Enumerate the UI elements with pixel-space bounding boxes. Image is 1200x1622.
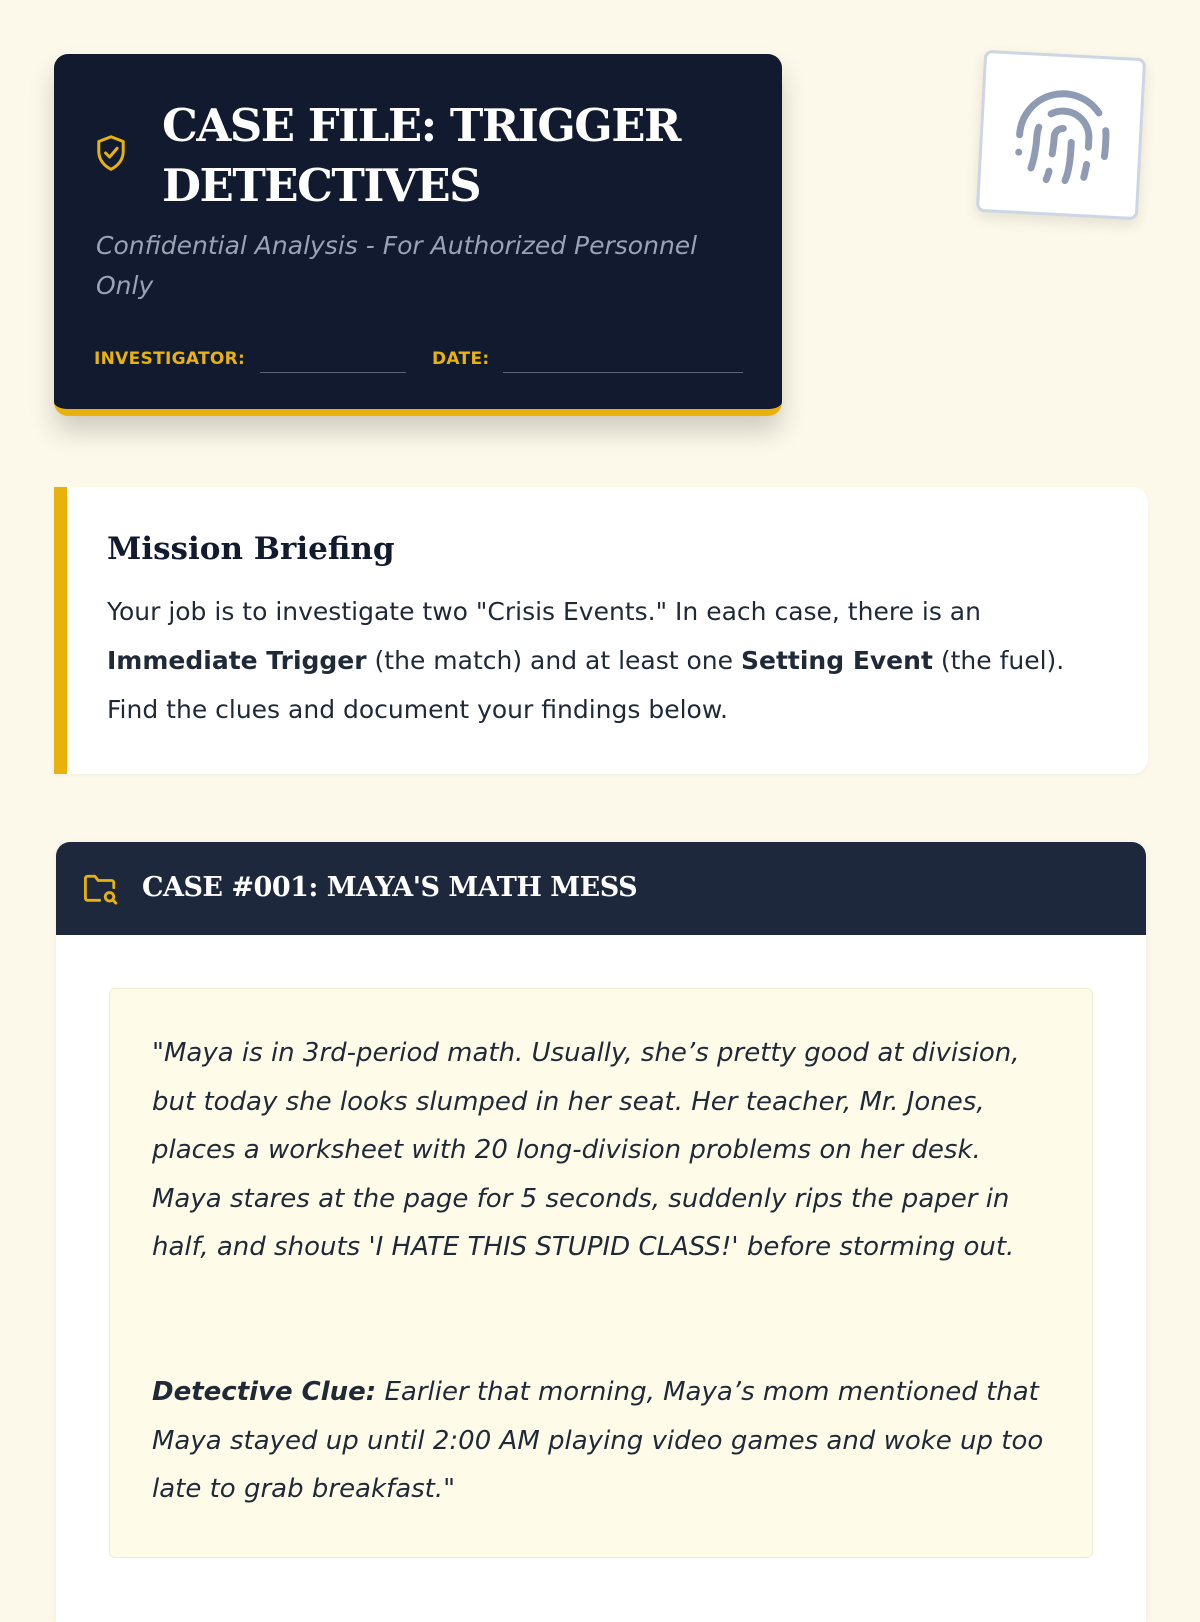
case-001-title: CASE #001: MAYA'S MATH MESS — [142, 872, 638, 903]
story-text: "Maya is in 3rd-period math. Usually, she’s pretty good at division, but today she looks slumped in her seat. Her teacher, Mr. Jones, places a worksheet with 20 long-division problems on her desk. Maya stares at the page for 5 seconds, suddenly rips the paper in half, and shouts 'I HATE THIS STUPID CLASS!' before storming out. — [152, 1038, 1020, 1262]
shield-check-icon — [94, 134, 128, 172]
detective-clue — [152, 1368, 1052, 1514]
investigator-field[interactable] — [260, 372, 406, 373]
briefing-text-part: Your job is to investigate two "Crisis Events." In each case, there is an — [107, 597, 981, 626]
briefing-text-part: (the match) and at least one — [366, 646, 741, 675]
briefing-text-part: (the fuel). Find the clues and document your findings below. — [107, 646, 1065, 724]
page-subtitle: Confidential Analysis - For Authorized Personnel Only — [96, 231, 698, 300]
mission-briefing — [54, 487, 1148, 774]
immediate-trigger-term: Immediate Trigger — [107, 646, 367, 675]
clue-label: Detective Clue: — [152, 1377, 377, 1407]
folder-search-icon — [82, 872, 120, 906]
date-field[interactable] — [503, 372, 743, 373]
fingerprint-icon — [1008, 82, 1117, 191]
briefing-title: Mission Briefing — [107, 531, 395, 567]
briefing-text — [107, 587, 1117, 734]
fingerprint-stamp — [976, 50, 1146, 220]
date-label: DATE: — [432, 349, 490, 369]
case-001-header — [56, 842, 1146, 935]
investigator-label: INVESTIGATOR: — [94, 349, 246, 369]
setting-event-term: Setting Event — [740, 646, 933, 675]
case-001-card — [56, 842, 1146, 1622]
case-file-header — [54, 54, 782, 416]
case-001-story — [109, 988, 1093, 1558]
clue-text: Earlier that morning, Maya’s mom mentioned that Maya stayed up until 2:00 AM playing video games and woke up too late to grab breakfast." — [152, 1377, 1044, 1504]
page-title: CASE FILE: TRIGGER DETECTIVES — [162, 99, 680, 212]
